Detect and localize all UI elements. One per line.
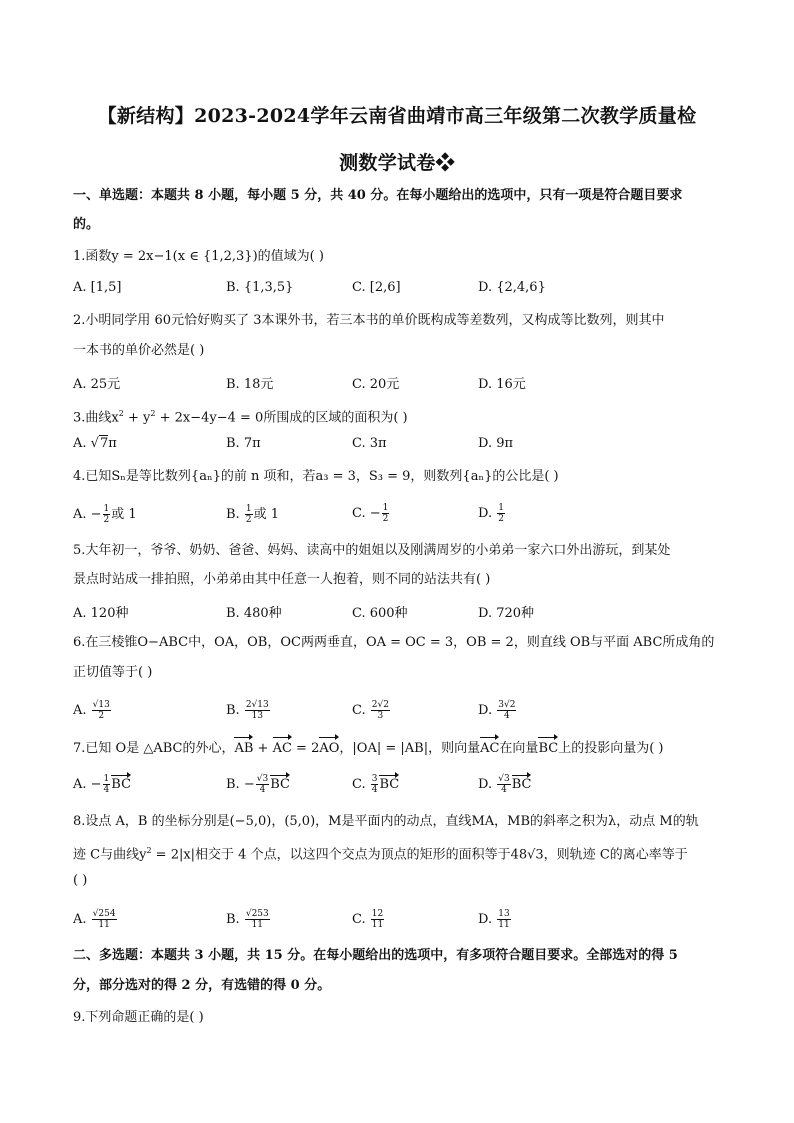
q8-option-b[interactable] — [226, 909, 271, 930]
q4-option-c-fraction — [382, 503, 390, 524]
q8-stem-line3: ( ) — [73, 873, 88, 888]
fraction-denominator: 3 — [377, 711, 384, 721]
fraction-denominator: 11 — [251, 920, 264, 930]
q3-option-a-radicand: 7 — [99, 436, 109, 451]
vector-bc: BC — [538, 739, 558, 759]
q6-option-b-label: B. — [226, 703, 244, 718]
q1-option-a[interactable]: A. [1,5] — [73, 280, 122, 295]
q8-stem-line2 — [73, 841, 733, 865]
vector-bc: BC — [511, 777, 532, 792]
q4-option-a[interactable] — [73, 503, 137, 525]
q4-option-d-label: D. — [478, 506, 497, 521]
q4-option-b-label: B. — [226, 507, 244, 522]
q7-option-d[interactable] — [478, 774, 531, 795]
q5-option-b[interactable]: B. 480种 — [226, 606, 282, 621]
q3-option-b[interactable]: B. 7π — [226, 436, 261, 451]
fraction-denominator: 2 — [498, 514, 504, 524]
q4-stem: 4.已知Sₙ是等比数列{aₙ}的前 n 项和，若a₃ = 3，S₃ = 9，则数列{aₙ}的公比是( ) — [73, 469, 559, 484]
fraction-numerator: √253 — [245, 909, 269, 919]
q8-option-c[interactable] — [352, 909, 385, 930]
fraction-numerator: √3 — [498, 774, 510, 784]
q8-stem-line2-part2: = 2|x|相交于 4 个点，以这四个交点为顶点的矩形的面积等于48√3，则轨迹 C的离心率等于 — [151, 847, 688, 863]
q1-option-c[interactable]: C. [2,6] — [352, 280, 401, 295]
fraction-numerator: 12 — [371, 909, 384, 919]
section2-intro-line1: 二、多选题：本题共 3 小题，共 15 分。在每小题给出的选项中，有多项符合题目要求。全部选对的得 5 — [73, 948, 678, 963]
exam-title-line1: 【新结构】2023-2024学年云南省曲靖市高三年级第二次教学质量检 — [97, 105, 697, 127]
q8-option-b-label: B. — [226, 912, 244, 927]
q7-option-a-fraction — [103, 774, 111, 795]
q4-option-b-fraction — [245, 504, 253, 525]
q2-options — [73, 373, 733, 393]
q7-option-a[interactable] — [73, 774, 131, 795]
q7-option-b[interactable] — [226, 774, 290, 795]
q3-exp1: 2 — [118, 409, 124, 418]
fraction-denominator: 4 — [259, 785, 266, 795]
q7-equals: = 2 — [291, 741, 320, 756]
section1-intro-line2: 的。 — [73, 217, 100, 232]
fraction-numerator: 1 — [103, 504, 110, 514]
q1-options — [73, 280, 733, 300]
q8-option-d-label: D. — [478, 912, 497, 927]
vector-bc: BC — [379, 777, 400, 792]
fraction-denominator: 2 — [103, 515, 110, 525]
q6-option-b-fraction — [245, 700, 270, 721]
vector-bc: BC — [111, 777, 132, 792]
q6-option-a-fraction — [92, 700, 111, 721]
q5-option-c[interactable]: C. 600种 — [352, 606, 408, 621]
fraction-numerator: 1 — [498, 503, 504, 513]
fraction-numerator: 3 — [371, 774, 378, 784]
q7-option-a-label: A. − — [73, 777, 102, 792]
fraction-numerator: √13 — [92, 700, 110, 710]
q3-exp2: 2 — [150, 409, 156, 418]
vector-ao: AO — [319, 739, 339, 759]
q4-option-b-tail: 或 1 — [253, 507, 279, 522]
q7-option-b-label: B. − — [226, 777, 255, 792]
q8-option-d[interactable] — [478, 909, 512, 930]
q3-option-a-pi: π — [108, 436, 117, 451]
q7-stem-part4: 上的投影向量为( ) — [558, 741, 664, 756]
q7-stem-part3: 在向量 — [499, 741, 539, 756]
vector-ac-2: AC — [480, 739, 499, 759]
q7-option-d-label: D. — [478, 777, 497, 792]
q6-option-b[interactable] — [226, 700, 271, 721]
q3-stem-part2: + y — [123, 410, 151, 426]
q3-stem-part1: 3.曲线x — [73, 410, 119, 426]
fraction-denominator: 4 — [103, 785, 110, 795]
q8-stem-line2-part1: 迹 C与曲线y — [73, 847, 147, 863]
q1-stem: 1.函数y = 2x−1(x ∈ {1,2,3})的值域为( ) — [73, 249, 324, 264]
section1-intro-line1: 一、单选题：本题共 8 小题，每小题 5 分，共 40 分。在每小题给出的选项中，只有一项是符合题目要求 — [73, 188, 683, 203]
fraction-numerator: 2√2 — [371, 700, 389, 710]
q4-option-a-fraction — [103, 504, 111, 525]
q5-options — [73, 602, 733, 622]
vector-bc: BC — [270, 777, 290, 792]
fraction-numerator: √254 — [92, 909, 116, 919]
q2-option-c[interactable]: C. 20元 — [352, 377, 400, 392]
q3-stem — [73, 404, 733, 428]
section2-intro-line2: 分，部分选对的得 2 分，有选错的得 0 分。 — [73, 978, 331, 993]
q4-option-b[interactable] — [226, 503, 279, 525]
q9-stem: 9.下列命题正确的是( ) — [73, 1010, 204, 1025]
q8-option-a-label: A. — [73, 912, 91, 927]
q7-option-c-label: C. — [352, 777, 370, 792]
q6-option-d[interactable] — [478, 700, 517, 721]
q3-options — [73, 436, 733, 456]
fraction-denominator: 2 — [245, 515, 252, 525]
q4-option-a-label: A. − — [73, 507, 102, 522]
fraction-numerator: 1 — [382, 503, 389, 513]
q8-option-c-fraction — [371, 909, 384, 930]
fraction-numerator: 3√2 — [498, 700, 516, 710]
q3-option-a[interactable]: A. √7π — [73, 436, 117, 451]
fraction-denominator: 11 — [498, 920, 510, 930]
q5-option-a[interactable]: A. 120种 — [73, 606, 129, 621]
fraction-numerator: 1 — [103, 774, 110, 784]
q6-option-c[interactable] — [352, 700, 391, 721]
q6-option-c-label: C. — [352, 703, 370, 718]
fraction-numerator: 1 — [245, 504, 252, 514]
q5-option-d[interactable]: D. 720种 — [478, 606, 535, 621]
q4-option-c[interactable] — [352, 503, 390, 524]
q1-option-d[interactable]: D. {2,4,6} — [478, 280, 546, 295]
q6-option-d-fraction — [497, 700, 516, 721]
q6-option-a-label: A. — [73, 703, 91, 718]
fraction-denominator: 4 — [371, 785, 378, 795]
q2-stem-line2: 一本书的单价必然是( ) — [73, 343, 205, 358]
fraction-denominator: 11 — [371, 920, 384, 930]
fraction-denominator: 2 — [98, 711, 105, 721]
q2-stem-line1: 2.小明同学用 60元恰好购买了 3本课外书，若三本书的单价既构成等差数列，又构成等比数列，则其中 — [73, 313, 665, 328]
vector-ab: AB — [234, 739, 253, 759]
q6-stem-line2: 正切值等于( ) — [73, 665, 153, 680]
q8-option-a-fraction — [92, 909, 117, 930]
q4-option-a-tail: 或 1 — [111, 507, 137, 522]
q6-option-d-label: D. — [478, 703, 497, 718]
q7-stem-part1: 7.已知 O是 △ABC的外心， — [73, 741, 235, 756]
q3-option-d[interactable]: D. 9π — [478, 436, 514, 451]
fraction-denominator: 13 — [251, 711, 264, 721]
q8-option-a[interactable] — [73, 909, 118, 930]
q7-plus: + — [253, 741, 273, 756]
q7-option-c-fraction — [371, 774, 379, 795]
q6-stem-line1: 6.在三棱锥O−ABC中，OA，OB，OC两两垂直，OA = OC = 3，OB = 2，则直线 OB与平面 ABC所成角的 — [73, 635, 715, 650]
q8-options — [73, 909, 733, 929]
q3-option-c[interactable]: C. 3π — [352, 436, 387, 451]
fraction-denominator: 2 — [382, 514, 389, 524]
q8-option-d-fraction — [497, 909, 510, 930]
q4-option-d[interactable] — [478, 503, 506, 524]
q4-option-d-fraction — [497, 503, 505, 524]
fraction-denominator: 4 — [503, 711, 510, 721]
q4-options — [73, 503, 733, 523]
fraction-numerator: 2√13 — [245, 700, 269, 710]
q2-option-d[interactable]: D. 16元 — [478, 377, 526, 392]
q3-stem-part3: + 2x−4y−4 = 0所围成的区域的面积为( ) — [155, 410, 408, 426]
q8-option-c-label: C. — [352, 912, 370, 927]
q7-option-b-fraction — [256, 774, 269, 795]
fraction-denominator: 4 — [501, 785, 507, 795]
q6-option-a[interactable] — [73, 700, 112, 721]
q4-option-c-label: C. − — [352, 506, 381, 521]
exam-title-line2: 测数学试卷❖ — [339, 152, 455, 174]
q6-options — [73, 700, 733, 720]
q8-stem-line1: 8.设点 A，B 的坐标分别是(−5,0)，(5,0)，M是平面内的动点，直线MA，MB的斜率之积为λ，动点 M的轨 — [73, 814, 699, 829]
q2-option-a[interactable]: A. 25元 — [73, 377, 121, 392]
vector-ac: AC — [273, 739, 292, 759]
q7-option-d-fraction — [497, 774, 510, 795]
q2-option-b[interactable]: B. 18元 — [226, 377, 274, 392]
fraction-denominator: 11 — [98, 920, 110, 930]
q3-option-a-label: A. — [73, 436, 91, 451]
fraction-numerator: 13 — [498, 909, 510, 919]
q1-option-b[interactable]: B. {1,3,5} — [226, 280, 294, 295]
q7-options — [73, 774, 733, 794]
q8-option-b-fraction — [245, 909, 270, 930]
q5-stem-line1: 5.大年初一，爷爷、奶奶、爸爸、妈妈、读高中的姐姐以及刚满周岁的小弟弟一家六口外出游玩，到某处 — [73, 543, 671, 558]
q7-option-c[interactable] — [352, 774, 399, 795]
q7-stem — [73, 739, 733, 759]
q5-stem-line2: 景点时站成一排拍照，小弟弟由其中任意一人抱着，则不同的站法共有( ) — [73, 572, 491, 587]
q6-option-c-fraction — [371, 700, 390, 721]
fraction-numerator: √3 — [256, 774, 269, 784]
q8-exp: 2 — [146, 846, 152, 855]
q7-stem-part2: ，|OA| = |AB|，则向量 — [339, 741, 481, 756]
